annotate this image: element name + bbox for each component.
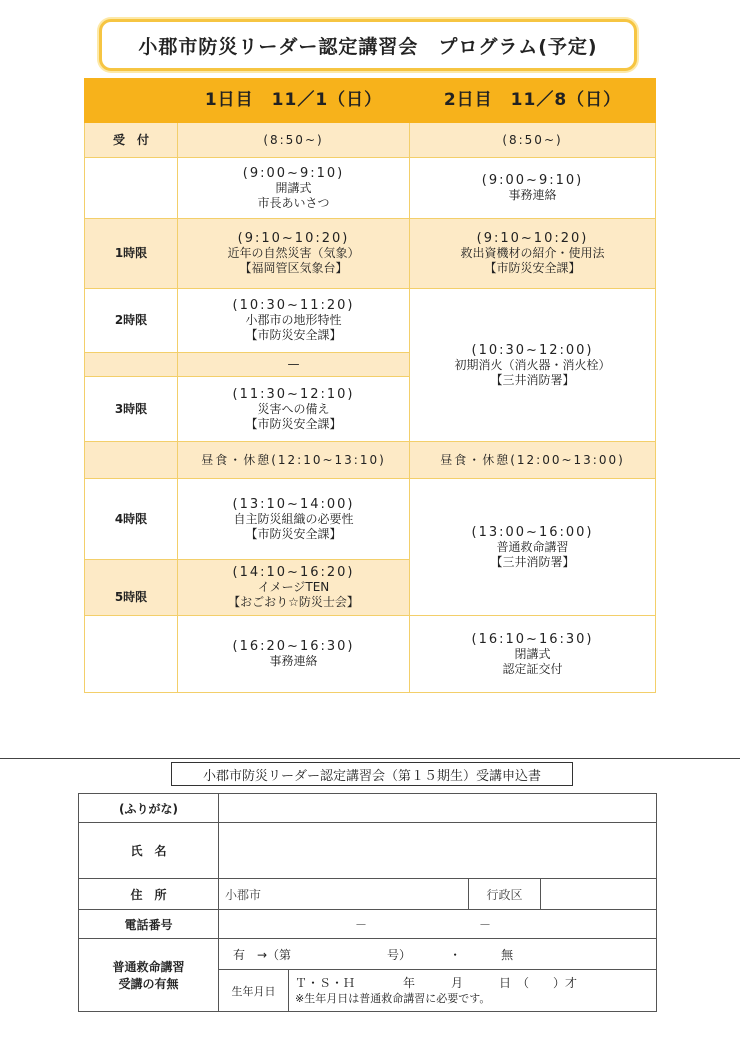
opening-day2-time: (9:00~9:10): [481, 173, 584, 188]
day1-header: 1日目 11／1（日）: [178, 79, 410, 123]
period2-day1: [178, 289, 410, 353]
furigana-label: (ふりがな): [79, 794, 219, 823]
lunch-label: [85, 442, 178, 479]
period1-day1: [178, 219, 410, 289]
opening-day1-line1: 開講式: [275, 180, 312, 195]
lunch-day2: 昼食・休憩(12:00~13:00): [410, 442, 656, 479]
birth-format: Ｔ・Ｓ・Ｈ 年 月 日 （ ）才: [295, 975, 578, 990]
cpr-label-line1: 普通救命講習: [112, 960, 185, 974]
period4-label: 4時限: [85, 479, 178, 560]
closing-day2-time: (16:10~16:30): [471, 631, 594, 647]
period5-day1-org: 【おごおり☆防災士会】: [228, 595, 359, 609]
application-form: [78, 793, 657, 1012]
closing-day1-line1: 事務連絡: [269, 654, 318, 668]
closing-label: [85, 616, 178, 693]
period2-day1-time: (10:30~11:20): [232, 298, 355, 313]
address-field[interactable]: 小郡市: [219, 879, 469, 910]
program-title: 小郡市防災リーダー認定講習会 プログラム(予定): [99, 19, 637, 71]
period4-day1-org: 【市防災安全課】: [245, 526, 342, 541]
period1-day2: [410, 219, 656, 289]
opening-label: [85, 158, 178, 219]
period2-3-day2: [410, 289, 656, 442]
period1-day1-topic: 近年の自然災害（気象）: [227, 246, 360, 260]
period4-5-day2: [410, 479, 656, 616]
closing-day2-line2: 認定証交付: [502, 661, 563, 676]
period2-day1-org: 【市防災安全課】: [245, 328, 342, 342]
birth-note: ※生年月日は普通救命講習に必要です。: [295, 991, 491, 1005]
period3-day1-org: 【市防災安全課】: [245, 416, 342, 431]
reception-day2: (8:50~): [410, 123, 656, 158]
header-blank: [85, 79, 178, 123]
furigana-field[interactable]: [219, 794, 657, 823]
reception-day1: (8:50~): [178, 123, 410, 158]
birth-field[interactable]: [289, 970, 657, 1012]
period5-day1-time: (14:10~16:20): [232, 565, 355, 580]
cpr-yes-option[interactable]: 有 →（第 号）: [233, 947, 412, 962]
period1-day1-time: (9:10~10:20): [237, 231, 350, 246]
period1-day2-org: 【市防災安全課】: [484, 261, 581, 275]
period4-day1-topic: 自主防災組織の必要性: [233, 511, 354, 526]
cpr-label-line2: 受講の有無: [118, 977, 179, 991]
cpr-label: [79, 939, 219, 1012]
opening-day1-time: (9:00~9:10): [242, 165, 345, 181]
period1-day1-org: 【福岡管区気象台】: [239, 261, 348, 275]
period4-day1-time: (13:10~14:00): [232, 496, 355, 512]
period2-3-day2-topic: 初期消火（消火器・消火栓）: [454, 357, 611, 372]
phone-sep-1: －: [355, 917, 368, 932]
period4-5-day2-time: (13:00~16:00): [471, 524, 594, 540]
name-field[interactable]: [219, 823, 657, 879]
closing-day1-time: (16:20~16:30): [232, 639, 355, 654]
district-field[interactable]: [541, 879, 657, 910]
birth-label: 生年月日: [219, 970, 289, 1012]
period3-day1-time: (11:30~12:10): [232, 386, 355, 402]
cut-line: [0, 758, 740, 759]
opening-day2: [410, 158, 656, 219]
period3-label: 3時限: [85, 377, 178, 442]
address-label: 住 所: [79, 879, 219, 910]
period2-day1-topic: 小郡市の地形特性: [245, 313, 342, 327]
period1-label: 1時限: [85, 219, 178, 289]
period5-day1: [178, 560, 410, 616]
form-title: 小郡市防災リーダー認定講習会（第１５期生）受講申込書: [171, 762, 573, 786]
period3-day1-topic: 災害への備え: [257, 401, 330, 416]
period1-day2-time: (9:10~10:20): [476, 231, 589, 246]
period3-day1: [178, 377, 410, 442]
opening-day1-line2: 市長あいさつ: [257, 195, 330, 210]
cpr-no-option[interactable]: 無: [501, 947, 514, 962]
period4-day1: [178, 479, 410, 560]
break-day1: —: [178, 353, 410, 377]
period4-5-day2-org: 【三井消防署】: [490, 554, 575, 569]
reception-label: 受 付: [85, 123, 178, 158]
period2-3-day2-time: (10:30~12:00): [471, 342, 594, 358]
program-table: [84, 78, 656, 693]
period4-5-day2-topic: 普通救命講習: [496, 539, 569, 554]
phone-label: 電話番号: [79, 910, 219, 939]
period2-label: 2時限: [85, 289, 178, 353]
name-label: 氏 名: [79, 823, 219, 879]
lunch-day1: 昼食・休憩(12:10~13:10): [178, 442, 410, 479]
period5-label: 5時限: [85, 560, 178, 616]
opening-day1: [178, 158, 410, 219]
break-label: [85, 353, 178, 377]
opening-day2-line1: 事務連絡: [508, 188, 557, 202]
cpr-choice-field[interactable]: [219, 939, 657, 970]
closing-day1: [178, 616, 410, 693]
period2-3-day2-org: 【三井消防署】: [490, 372, 575, 387]
day2-header: 2日目 11／8（日）: [410, 79, 656, 123]
phone-field[interactable]: [219, 910, 657, 939]
phone-sep-2: －: [479, 917, 492, 932]
cpr-dot: ・: [449, 947, 462, 962]
period1-day2-topic: 救出資機材の紹介・使用法: [460, 246, 605, 260]
district-label: 行政区: [469, 879, 541, 910]
period5-day1-topic: イメージTEN: [257, 580, 330, 594]
closing-day2: [410, 616, 656, 693]
closing-day2-line1: 閉講式: [514, 646, 551, 661]
